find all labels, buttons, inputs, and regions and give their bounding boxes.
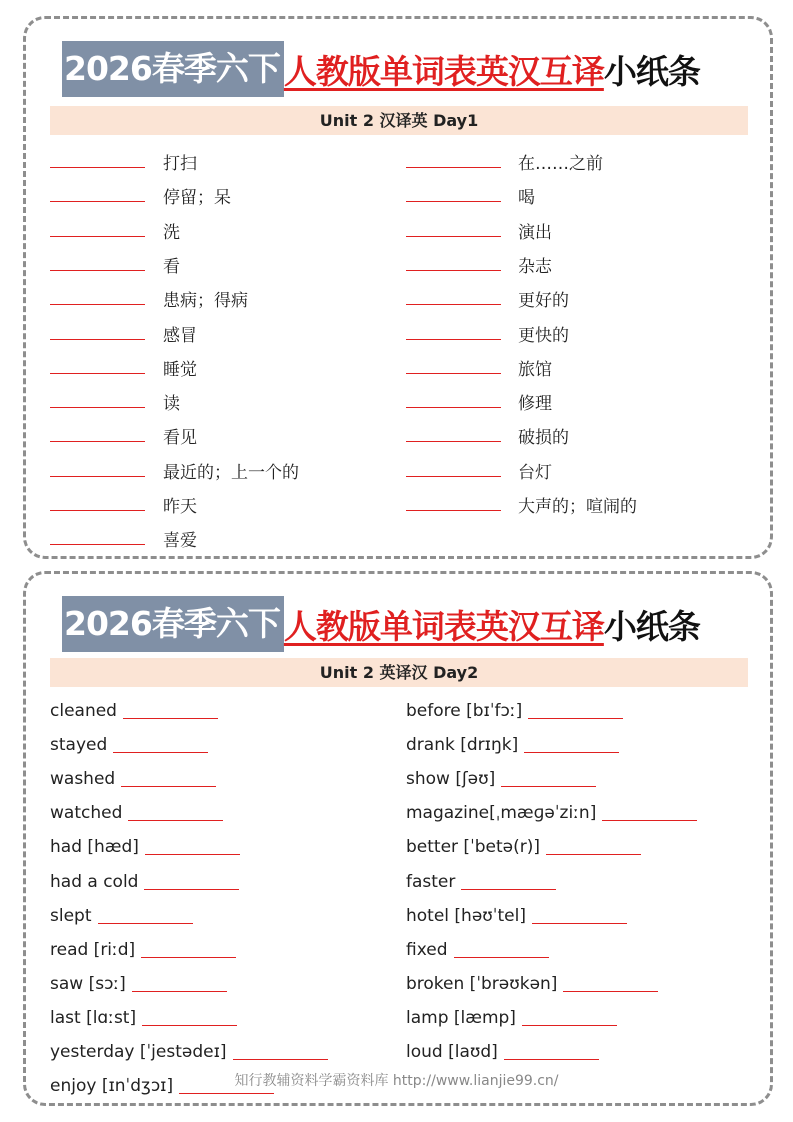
answer-blank[interactable] xyxy=(50,339,145,340)
answer-blank[interactable] xyxy=(406,236,501,237)
english-word: washed xyxy=(50,769,116,790)
english-word-row xyxy=(406,940,549,960)
english-word-row xyxy=(406,872,556,892)
english-word: hotel [həʊˈtel] xyxy=(406,905,526,926)
answer-blank[interactable] xyxy=(128,805,223,821)
answer-blank[interactable] xyxy=(406,476,501,477)
vocab-card-day1 xyxy=(23,16,773,559)
english-word: saw [sɔː] xyxy=(50,973,126,994)
english-word: before [bɪˈfɔː] xyxy=(406,701,523,721)
english-word: had a cold xyxy=(50,871,139,892)
chinese-word: 看 xyxy=(163,256,180,277)
english-word: broken [ˈbrəʊkən] xyxy=(406,973,558,994)
english-word-row xyxy=(50,837,240,857)
english-word-row xyxy=(50,1008,237,1028)
english-word-row xyxy=(50,769,216,789)
english-word-row xyxy=(50,872,239,892)
english-word-row xyxy=(406,735,619,755)
english-word: fixed xyxy=(406,939,448,960)
title-black: 小纸条 xyxy=(603,51,700,91)
chinese-word: 睡觉 xyxy=(163,359,197,380)
answer-blank[interactable] xyxy=(50,373,145,374)
chinese-word: 洗 xyxy=(163,222,180,243)
answer-blank[interactable] xyxy=(141,942,236,958)
english-word: last [lɑːst] xyxy=(50,1007,137,1028)
answer-blank[interactable] xyxy=(50,236,145,237)
answer-blank[interactable] xyxy=(501,771,596,787)
english-word: had [hæd] xyxy=(50,837,139,858)
answer-blank[interactable] xyxy=(406,407,501,408)
title-highlight: 2026春季六下 xyxy=(62,41,284,97)
card-title xyxy=(62,596,700,652)
title-black: 小纸条 xyxy=(603,606,700,646)
english-word: stayed xyxy=(50,735,108,756)
answer-blank[interactable] xyxy=(406,441,501,442)
answer-blank[interactable] xyxy=(546,839,641,855)
answer-blank[interactable] xyxy=(406,510,501,511)
answer-blank[interactable] xyxy=(50,304,145,305)
answer-blank[interactable] xyxy=(123,703,218,719)
english-word: lamp [læmp] xyxy=(406,1007,516,1028)
answer-blank[interactable] xyxy=(406,339,501,340)
answer-blank[interactable] xyxy=(145,839,240,855)
answer-blank[interactable] xyxy=(406,201,501,202)
answer-blank[interactable] xyxy=(522,1010,617,1026)
card-title xyxy=(62,41,700,97)
vocab-card-day2 xyxy=(23,571,773,1106)
chinese-word: 破损的 xyxy=(518,428,569,449)
unit-banner: Unit 2 英译汉 Day2 xyxy=(50,658,748,687)
answer-blank[interactable] xyxy=(50,441,145,442)
chinese-word: 感冒 xyxy=(163,325,197,346)
english-word: drank [drɪŋk] xyxy=(406,735,519,756)
title-highlight: 2026春季六下 xyxy=(62,596,284,652)
answer-blank[interactable] xyxy=(461,874,556,890)
chinese-word: 停留；呆 xyxy=(163,188,231,209)
chinese-word: 台灯 xyxy=(518,462,552,483)
answer-blank[interactable] xyxy=(454,942,549,958)
english-word: yesterday [ˈjestədeɪ] xyxy=(50,1042,227,1062)
answer-blank[interactable] xyxy=(406,373,501,374)
chinese-word: 喜爱 xyxy=(163,531,197,552)
chinese-word: 修理 xyxy=(518,394,552,415)
chinese-word: 看见 xyxy=(163,428,197,449)
chinese-word: 旅馆 xyxy=(518,359,552,380)
english-word: read [riːd] xyxy=(50,939,136,960)
english-word-row xyxy=(50,974,227,994)
chinese-word: 在……之前 xyxy=(518,154,603,174)
english-word-row xyxy=(406,837,641,857)
chinese-word: 打扫 xyxy=(163,154,197,174)
answer-blank[interactable] xyxy=(563,976,658,992)
chinese-word: 大声的；喧闹的 xyxy=(518,497,637,517)
answer-blank[interactable] xyxy=(144,874,239,890)
answer-blank[interactable] xyxy=(504,1044,599,1060)
english-word: magazine[ˌmæɡəˈziːn] xyxy=(406,803,597,824)
answer-blank[interactable] xyxy=(132,976,227,992)
english-word-row xyxy=(50,1042,328,1062)
unit-banner: Unit 2 汉译英 Day1 xyxy=(50,106,748,135)
english-word-row xyxy=(406,701,623,721)
english-word-row xyxy=(406,1042,599,1062)
answer-blank[interactable] xyxy=(50,476,145,477)
chinese-word: 演出 xyxy=(518,222,552,243)
answer-blank[interactable] xyxy=(50,167,145,168)
english-word-row xyxy=(406,1008,617,1028)
english-word-row xyxy=(406,803,697,823)
chinese-word: 杂志 xyxy=(518,256,552,277)
english-word: cleaned xyxy=(50,701,117,721)
english-word: better [ˈbetə(r)] xyxy=(406,837,540,858)
english-word-row xyxy=(50,906,193,926)
answer-blank[interactable] xyxy=(532,908,627,924)
answer-blank[interactable] xyxy=(113,737,208,753)
chinese-word: 更好的 xyxy=(518,291,569,312)
english-word-row xyxy=(50,701,218,721)
english-word: enjoy [ɪnˈdʒɔɪ] xyxy=(50,1076,174,1097)
chinese-word: 更快的 xyxy=(518,325,569,346)
english-word-row xyxy=(406,769,596,789)
answer-blank[interactable] xyxy=(406,270,501,271)
english-word-row xyxy=(50,803,223,823)
english-word: loud [laʊd] xyxy=(406,1042,498,1062)
answer-blank[interactable] xyxy=(121,771,216,787)
english-word-row xyxy=(406,974,658,994)
answer-blank[interactable] xyxy=(98,908,193,924)
english-word: watched xyxy=(50,803,123,824)
answer-blank[interactable] xyxy=(528,703,623,719)
watermark: 知行教辅资料学霸资料库 http://www.lianjie99.cn/ xyxy=(234,1073,559,1089)
english-word-row xyxy=(406,906,627,926)
answer-blank[interactable] xyxy=(602,805,697,821)
title-red: 人教版单词表英汉互译 xyxy=(283,606,604,646)
english-word: slept xyxy=(50,905,92,926)
answer-blank[interactable] xyxy=(406,167,501,168)
answer-blank[interactable] xyxy=(50,270,145,271)
answer-blank[interactable] xyxy=(233,1044,328,1060)
english-word-row xyxy=(50,940,236,960)
english-word: faster xyxy=(406,871,456,892)
answer-blank[interactable] xyxy=(50,201,145,202)
title-red: 人教版单词表英汉互译 xyxy=(283,51,604,91)
answer-blank[interactable] xyxy=(524,737,619,753)
answer-blank[interactable] xyxy=(50,510,145,511)
chinese-word: 读 xyxy=(163,394,180,415)
answer-blank[interactable] xyxy=(142,1010,237,1026)
english-word: show [ʃəʊ] xyxy=(406,769,496,790)
answer-blank[interactable] xyxy=(406,304,501,305)
english-word-row xyxy=(50,735,208,755)
chinese-word: 喝 xyxy=(518,188,535,209)
chinese-word: 最近的；上一个的 xyxy=(163,462,299,483)
answer-blank[interactable] xyxy=(50,544,145,545)
chinese-word: 患病；得病 xyxy=(163,291,248,312)
chinese-word: 昨天 xyxy=(163,497,197,517)
answer-blank[interactable] xyxy=(50,407,145,408)
